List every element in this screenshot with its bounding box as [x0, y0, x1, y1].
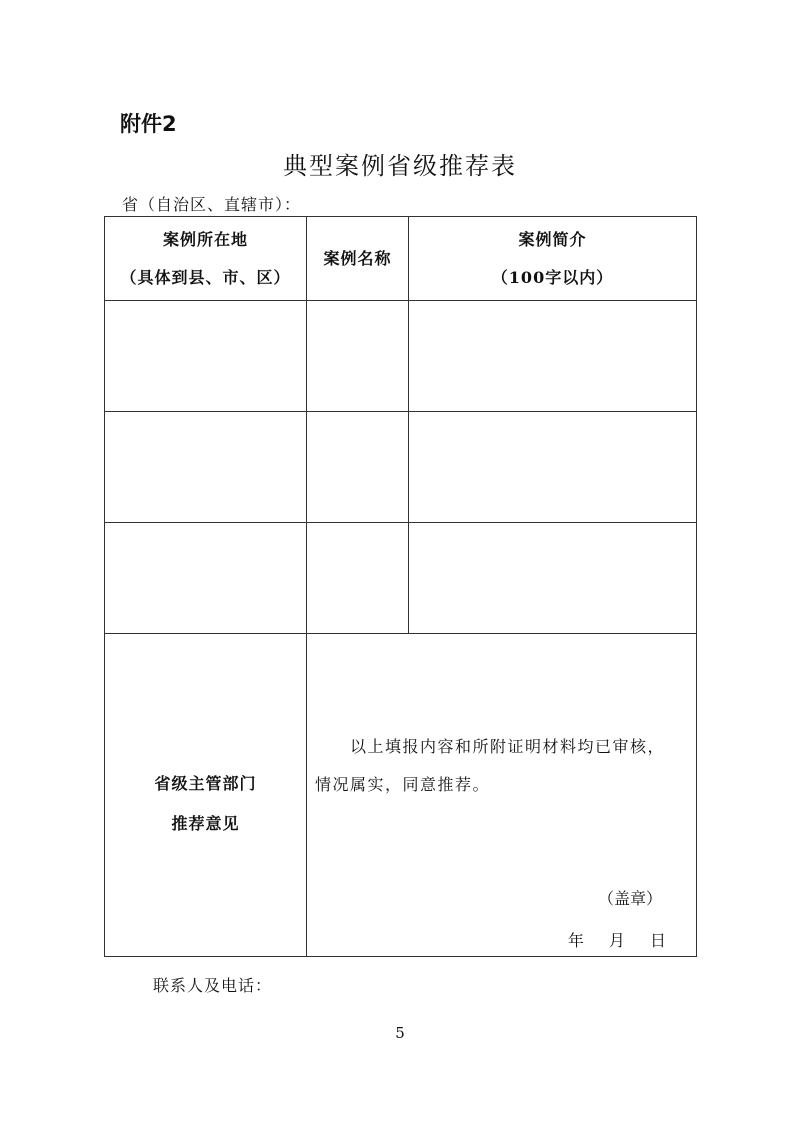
opinion-row: [105, 634, 697, 957]
contact-label: 联系人及电话：: [153, 976, 273, 995]
case-name-cell[interactable]: [307, 301, 409, 412]
table-row: [105, 301, 697, 412]
case-name-cell[interactable]: [307, 412, 409, 523]
header-location-line1: 案例所在地: [162, 229, 248, 249]
header-case-intro: [409, 217, 697, 301]
page-title: 典型案例省级推荐表: [283, 152, 517, 180]
case-intro-cell[interactable]: [409, 301, 697, 412]
case-intro-cell[interactable]: [409, 523, 697, 634]
table-row: [105, 523, 697, 634]
location-cell[interactable]: [105, 301, 307, 412]
opinion-text-line2: 情况属实，同意推荐。: [315, 775, 491, 794]
opinion-label-line2: 推荐意见: [171, 814, 240, 833]
header-intro-line1: 案例简介: [518, 229, 587, 249]
attachment-label: 附件2: [120, 112, 177, 136]
table-row: [105, 412, 697, 523]
date-label: 年 月 日: [567, 931, 666, 950]
page-number: 5: [395, 1024, 405, 1042]
province-field-label: 省（自治区、直辖市）：: [122, 195, 302, 214]
table-header-row: [105, 217, 697, 301]
case-intro-cell[interactable]: [409, 412, 697, 523]
opinion-label-line1: 省级主管部门: [154, 774, 257, 793]
header-location: [105, 217, 307, 301]
header-intro-line2: （100字以内）: [491, 267, 614, 287]
opinion-text-line1: 以上填报内容和所附证明材料均已审核，: [315, 737, 666, 756]
recommendation-table: [104, 216, 697, 957]
seal-label: （盖章）: [597, 889, 662, 908]
opinion-content-cell[interactable]: [307, 634, 697, 957]
header-location-line2: （具体到县、市、区）: [120, 267, 291, 287]
header-case-name: 案例名称: [307, 217, 409, 301]
location-cell[interactable]: [105, 523, 307, 634]
opinion-text: [315, 728, 684, 804]
location-cell[interactable]: [105, 412, 307, 523]
case-name-cell[interactable]: [307, 523, 409, 634]
opinion-label-cell: [105, 634, 307, 957]
